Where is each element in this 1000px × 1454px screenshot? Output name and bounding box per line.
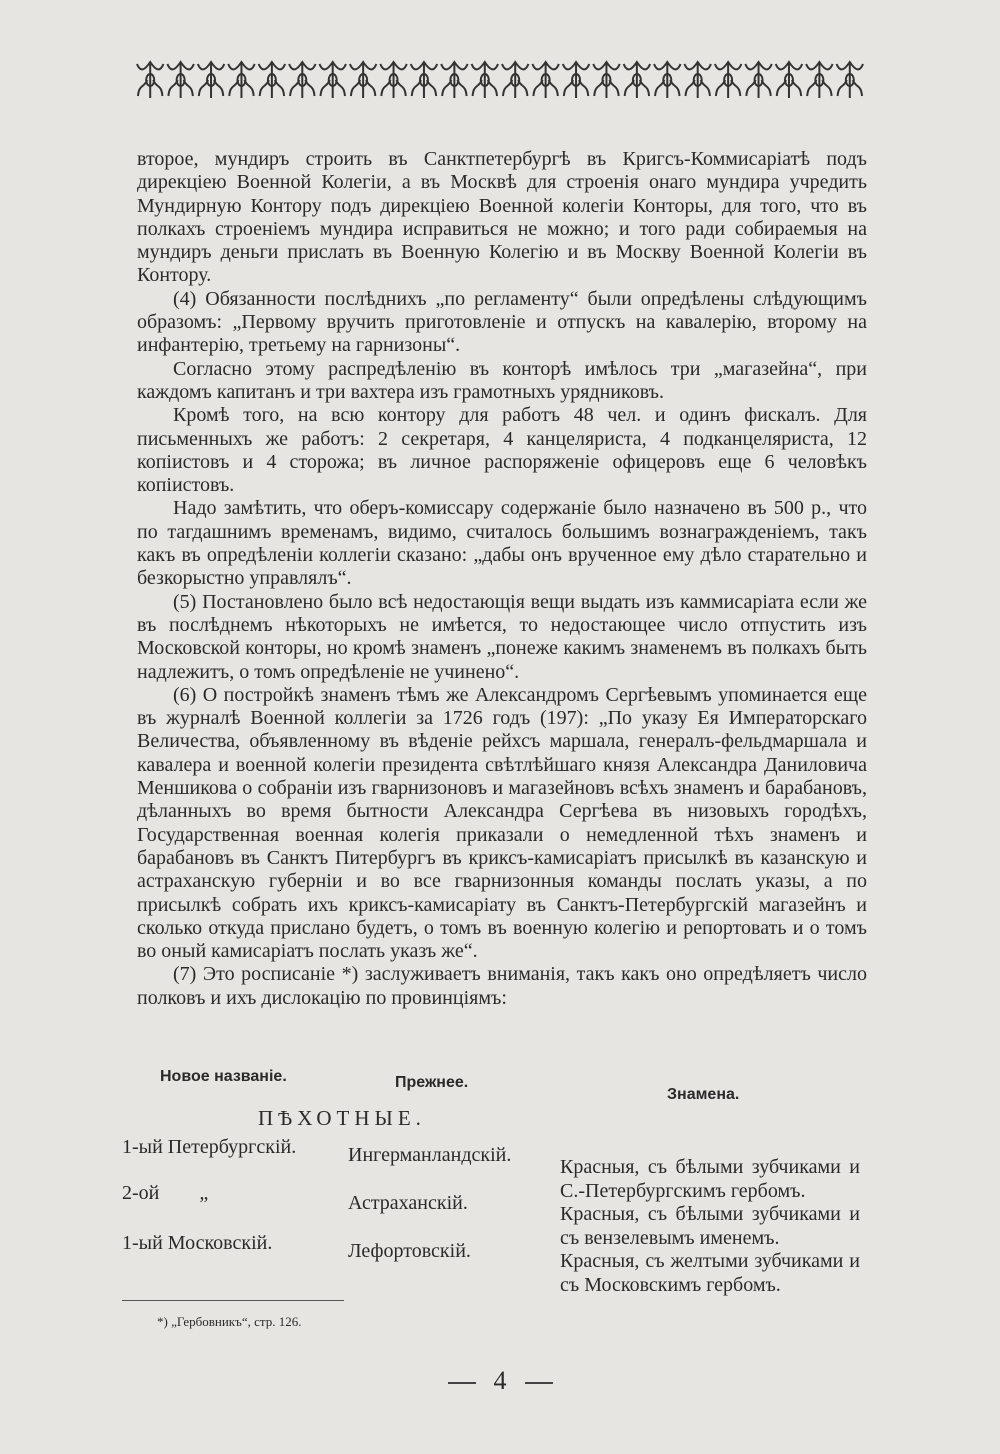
- paragraph-2: (4) Обязанности послѣднихъ „по регламенту“ были опредѣлены слѣдующимъ образомъ: „Первому вручить приготовленіе и отпускъ на кавалерію, второму на инфантерію, третьему на гарнизоны“.: [137, 287, 867, 357]
- section-title-infantry: ПѢХОТНЫЕ.: [258, 1106, 426, 1130]
- paragraph-5: Надо замѣтить, что оберъ-комиссару содержаніе было назначено въ 500 р., что по тагдашнимъ временамъ, видимо, считалось большимъ вознагражденіемъ, такъ какъ въ опредѣленіи коллегіи сказано: „дабы онъ врученное ему дѣло старательно и безкорыстно управлялъ“.: [137, 497, 867, 590]
- paragraph-4: Кромѣ того, на всю контору для работъ 48 чел. и одинъ фискалъ. Для письменныхъ же работъ: 2 секретаря, 4 канцеляриста, 4 подканцеляриста, 12 копіистовъ и 4 сторожа; въ личное распоряженіе офицеровъ еще 6 человѣкъ копіистовъ.: [137, 404, 867, 497]
- footnote: *) „Гербовникъ“, стр. 126.: [157, 1314, 302, 1329]
- header-new-name: Новое названіе.: [160, 1068, 287, 1085]
- paragraph-1: второе, мундиръ строить въ Санктпетербургѣ въ Кригсъ-Коммисаріатѣ подъ дирекціею Военной Колегіи, а въ Москвѣ для строенія онаго мундира учредить Мундирную Контору подъ дирекціею Военной колегіи Конторы, для того, что въ полкахъ строеніемъ мундира исправиться не можно; и того ради собираемыя на мундиръ деньги прислать въ Военную Колегію и въ Москву Военной Колегіи въ Контору.: [137, 148, 867, 287]
- row-2-old: Астраханскій.: [348, 1192, 468, 1214]
- banner-2: Красныя, съ бѣлыми зубчиками и съ вензелевымъ именемъ.: [560, 1203, 860, 1249]
- header-old-name: Прежнее.: [395, 1074, 469, 1091]
- row-1-new: 1-ый Петербургскій.: [122, 1136, 297, 1158]
- paragraph-8: (7) Это росписаніе *) заслуживаетъ вниманія, такъ какъ оно опредѣляетъ число полковъ и ихъ дислокацію по провинціямъ:: [137, 963, 867, 1009]
- paragraph-3: Согласно этому распредѣленію въ конторѣ имѣлось три „магазейна“, при каждомъ капитанъ и три вахтера изъ грамотныхъ урядниковъ.: [137, 357, 867, 403]
- page-number-value: 4: [493, 1366, 507, 1395]
- row-3-new: 1-ый Московскій.: [122, 1232, 273, 1254]
- row-2-new: 2-ой „: [122, 1182, 209, 1204]
- banner-descriptions: [560, 1156, 860, 1297]
- regiment-table: [122, 1062, 867, 1312]
- banner-1: Красныя, съ бѣлыми зубчиками и С.-Петербургскимъ гербомъ.: [560, 1156, 860, 1202]
- paragraph-6: (5) Постановлено было всѣ недостающія вещи выдать изъ каммисаріата если же въ послѣднемъ нѣкоторыхъ не имѣется, то недостающее число отпустить изъ Московской конторы, но кромѣ знаменъ „понеже какимъ знаменемъ въ полкахъ быть надлежитъ, о томъ опредѣленіе не учинено“.: [137, 590, 867, 683]
- page-number: [0, 1366, 1000, 1396]
- body-text: [137, 148, 867, 1010]
- footnote-divider: [122, 1300, 344, 1301]
- header-banners: Знамена.: [667, 1086, 740, 1103]
- row-3-old: Лефортовскій.: [348, 1240, 471, 1262]
- row-1-old: Ингерманландскій.: [348, 1144, 512, 1166]
- banner-3: Красныя, съ желтыми зубчиками и съ Московскимъ гербомъ.: [560, 1250, 860, 1296]
- paragraph-7: (6) О постройкѣ знаменъ тѣмъ же Александромъ Сергѣевымъ упоминается еще въ журналѣ Военной коллегіи за 1726 годъ (197): „По указу Ея Императорскаго Величества, объявленному въ вѣденіе рейхсъ маршала, генералъ-фельдмаршала и кавалера и военной колегіи президента свѣтлѣйшаго князя Александра Даниловича Меншикова о собраніи изъ гварнизоновъ и магазейновъ всѣхъ знаменъ и барабановъ, дѣланныхъ во время бытности Александра Сергѣева въ низовыхъ городѣхъ, Государственная военная колегія приказали о немедленной тѣхъ знаменъ и барабановъ въ Санктъ Питербургъ въ криксъ-камисаріатъ присылкѣ въ казанскую и астраханскую губерніи и во все гварнизонныя команды послать указы, а по присылкѣ собрать ихъ криксъ-камисаріату въ Санктъ-Петербургскій магазейнъ и сколько откуда прислано будетъ, о томъ въ военную колегію и репортовать и о томъ во оный камисаріатъ послать указъ же“.: [137, 683, 867, 963]
- decorative-header-ornament: [135, 58, 865, 102]
